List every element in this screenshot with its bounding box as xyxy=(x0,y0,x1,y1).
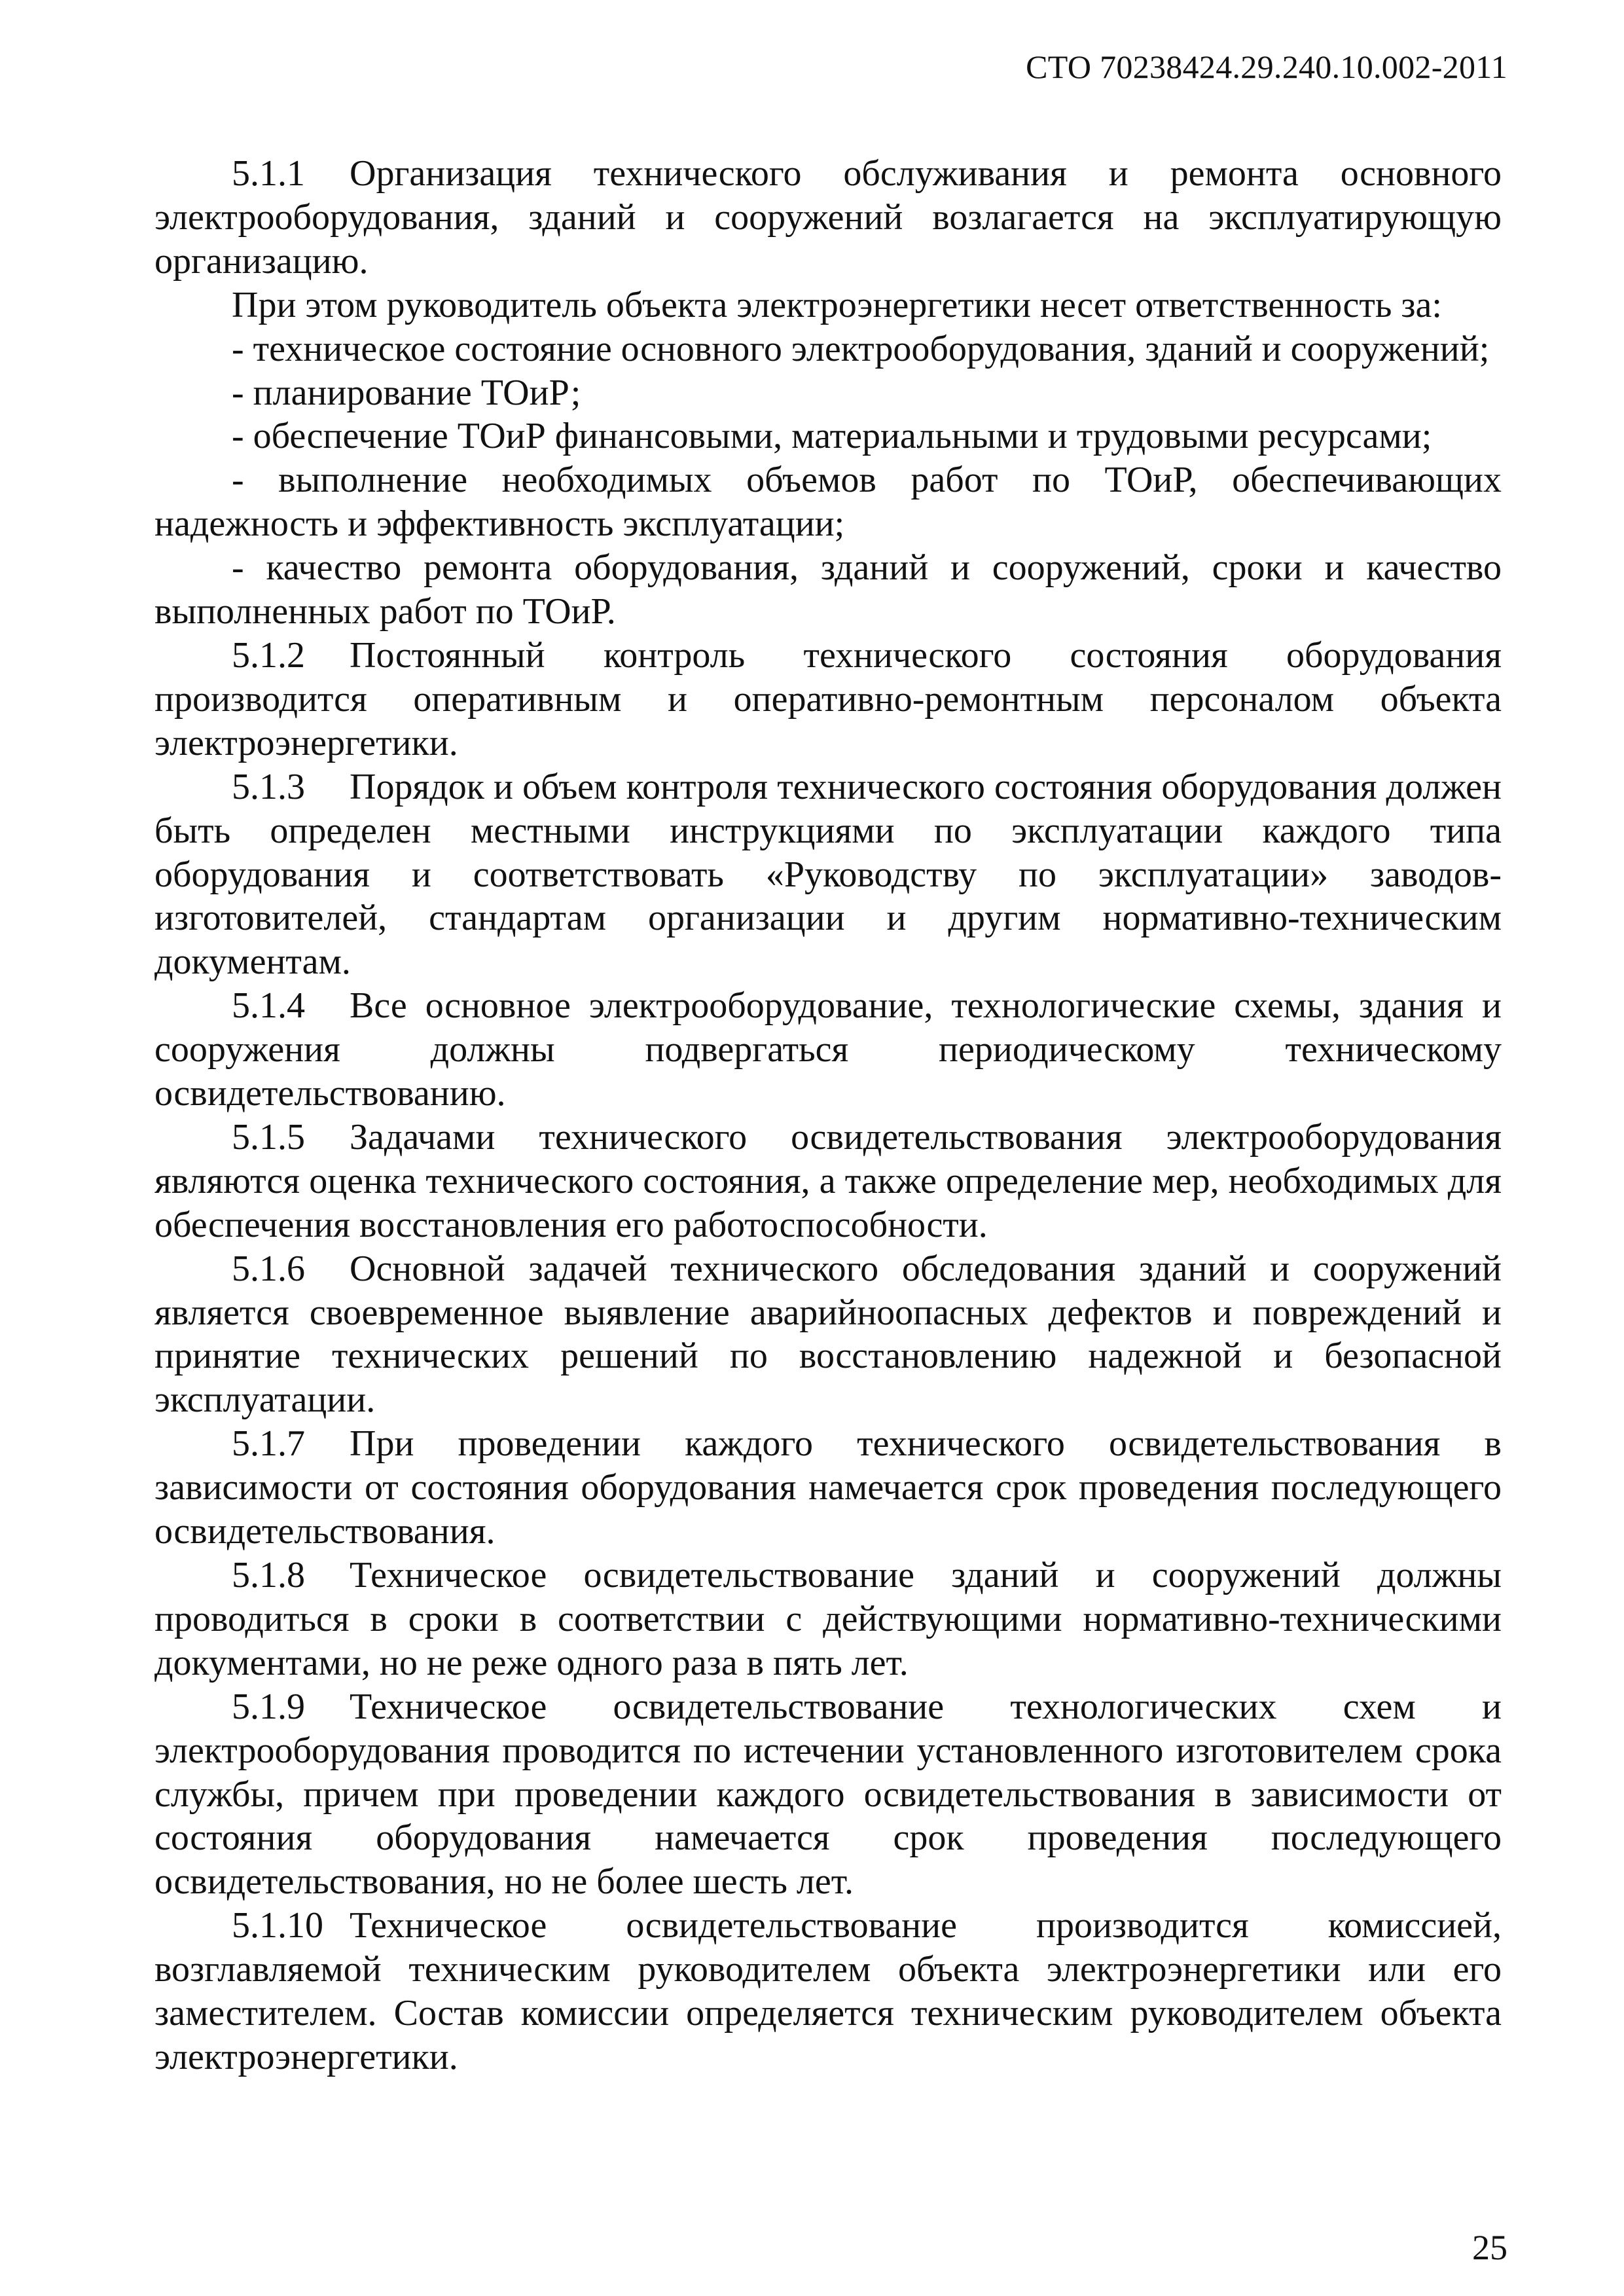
clause-text: Задачами технического освидетельствования электрооборудования являются оценка технического состояния, а также определение мер, необходимых для обеспечения восстановления его работоспособности. xyxy=(154,1116,1502,1245)
clause-text: Техническое освидетельствование производится комиссией, возглавляемой техническим руководителем объекта электроэнергетики или его заместителем. Состав комиссии определяется техническим руководителем объекта электроэнергетики. xyxy=(154,1905,1502,2077)
list-item xyxy=(154,327,1502,371)
clause-number: 5.1.6 xyxy=(232,1248,305,1289)
clause-text: Порядок и объем контроля технического состояния оборудования должен быть определен местными инструкциями по эксплуатации каждого типа оборудования и соответствовать «Руководству по эксплуатации» заводов-изготовителей, стандартам организации и другим нормативно-техническим документам. xyxy=(154,766,1502,983)
list-item xyxy=(154,371,1502,415)
clause-5-1-9 xyxy=(154,1685,1502,1904)
clause-5-1-7 xyxy=(154,1422,1502,1554)
clause-5-1-8 xyxy=(154,1554,1502,1685)
clause-5-1-4 xyxy=(154,984,1502,1116)
list-item-text: - выполнение необходимых объемов работ по ТОиР, обеспечивающих надежность и эффективность эксплуатации; xyxy=(154,460,1502,545)
clause-text: Техническое освидетельствование технологических схем и электрооборудования проводится по истечении установленного изготовителем срока службы, причем при проведении каждого освидетельствования в зависимости от состояния оборудования намечается срок проведения последующего освидетельствования, но не более шесть лет. xyxy=(154,1686,1502,1903)
clause-5-1-2 xyxy=(154,634,1502,765)
clause-number: 5.1.8 xyxy=(232,1555,305,1595)
paragraph-text: При этом руководитель объекта электроэнергетики несет ответственность за: xyxy=(232,284,1442,325)
clause-text: Основной задачей технического обследования зданий и сооружений является своевременное выявление аварийноопасных дефектов и повреждений и принятие технических решений по восстановлению надежной и безопасной эксплуатации. xyxy=(154,1248,1502,1421)
clause-number: 5.1.4 xyxy=(232,985,305,1027)
list-item xyxy=(154,414,1502,458)
list-item-text: - качество ремонта оборудования, зданий и сооружений, сроки и качество выполненных работ по ТОиР. xyxy=(154,547,1502,632)
list-item-text: - планирование ТОиР; xyxy=(232,372,581,413)
list-item-text: - техническое состояние основного электрооборудования, зданий и сооружений; xyxy=(232,328,1490,369)
clause-number: 5.1.9 xyxy=(232,1686,305,1727)
clause-number: 5.1.7 xyxy=(232,1423,305,1465)
list-item-text: - обеспечение ТОиР финансовыми, материальными и трудовыми ресурсами; xyxy=(232,416,1432,457)
clause-5-1-6 xyxy=(154,1247,1502,1423)
list-item xyxy=(154,546,1502,634)
clause-number: 5.1.5 xyxy=(232,1116,305,1157)
clause-number: 5.1.2 xyxy=(232,634,305,676)
clause-text: При проведении каждого технического освидетельствования в зависимости от состояния оборудования намечается срок проведения последующего освидетельствования. xyxy=(154,1423,1502,1552)
page-number: 25 xyxy=(1472,2228,1507,2267)
clause-number: 5.1.3 xyxy=(232,766,305,807)
clause-number: 5.1.10 xyxy=(232,1905,323,1946)
clause-5-1-3 xyxy=(154,765,1502,985)
clause-5-1-5 xyxy=(154,1116,1502,1247)
clause-5-1-1 xyxy=(154,152,1502,283)
document-body xyxy=(154,152,1502,2079)
list-item xyxy=(154,458,1502,546)
clause-text: Постоянный контроль технического состояния оборудования производится оперативным и оперативно-ремонтным персоналом объекта электроэнергетики. xyxy=(154,634,1502,763)
document-code: СТО 70238424.29.240.10.002-2011 xyxy=(1026,48,1507,85)
clause-text: Организация технического обслуживания и ремонта основного электрооборудования, зданий и сооружений возлагается на эксплуатирующую организацию. xyxy=(154,153,1502,282)
clause-number: 5.1.1 xyxy=(232,153,305,194)
clause-text: Все основное электрооборудование, технологические схемы, здания и сооружения должны подвергаться периодическому техническому освидетельствованию. xyxy=(154,985,1502,1114)
clause-text: Техническое освидетельствование зданий и сооружений должны проводиться в сроки в соответствии с действующими нормативно-техническими документами, но не реже одного раза в пять лет. xyxy=(154,1555,1502,1683)
responsibility-intro xyxy=(154,283,1502,327)
clause-5-1-10 xyxy=(154,1904,1502,2079)
